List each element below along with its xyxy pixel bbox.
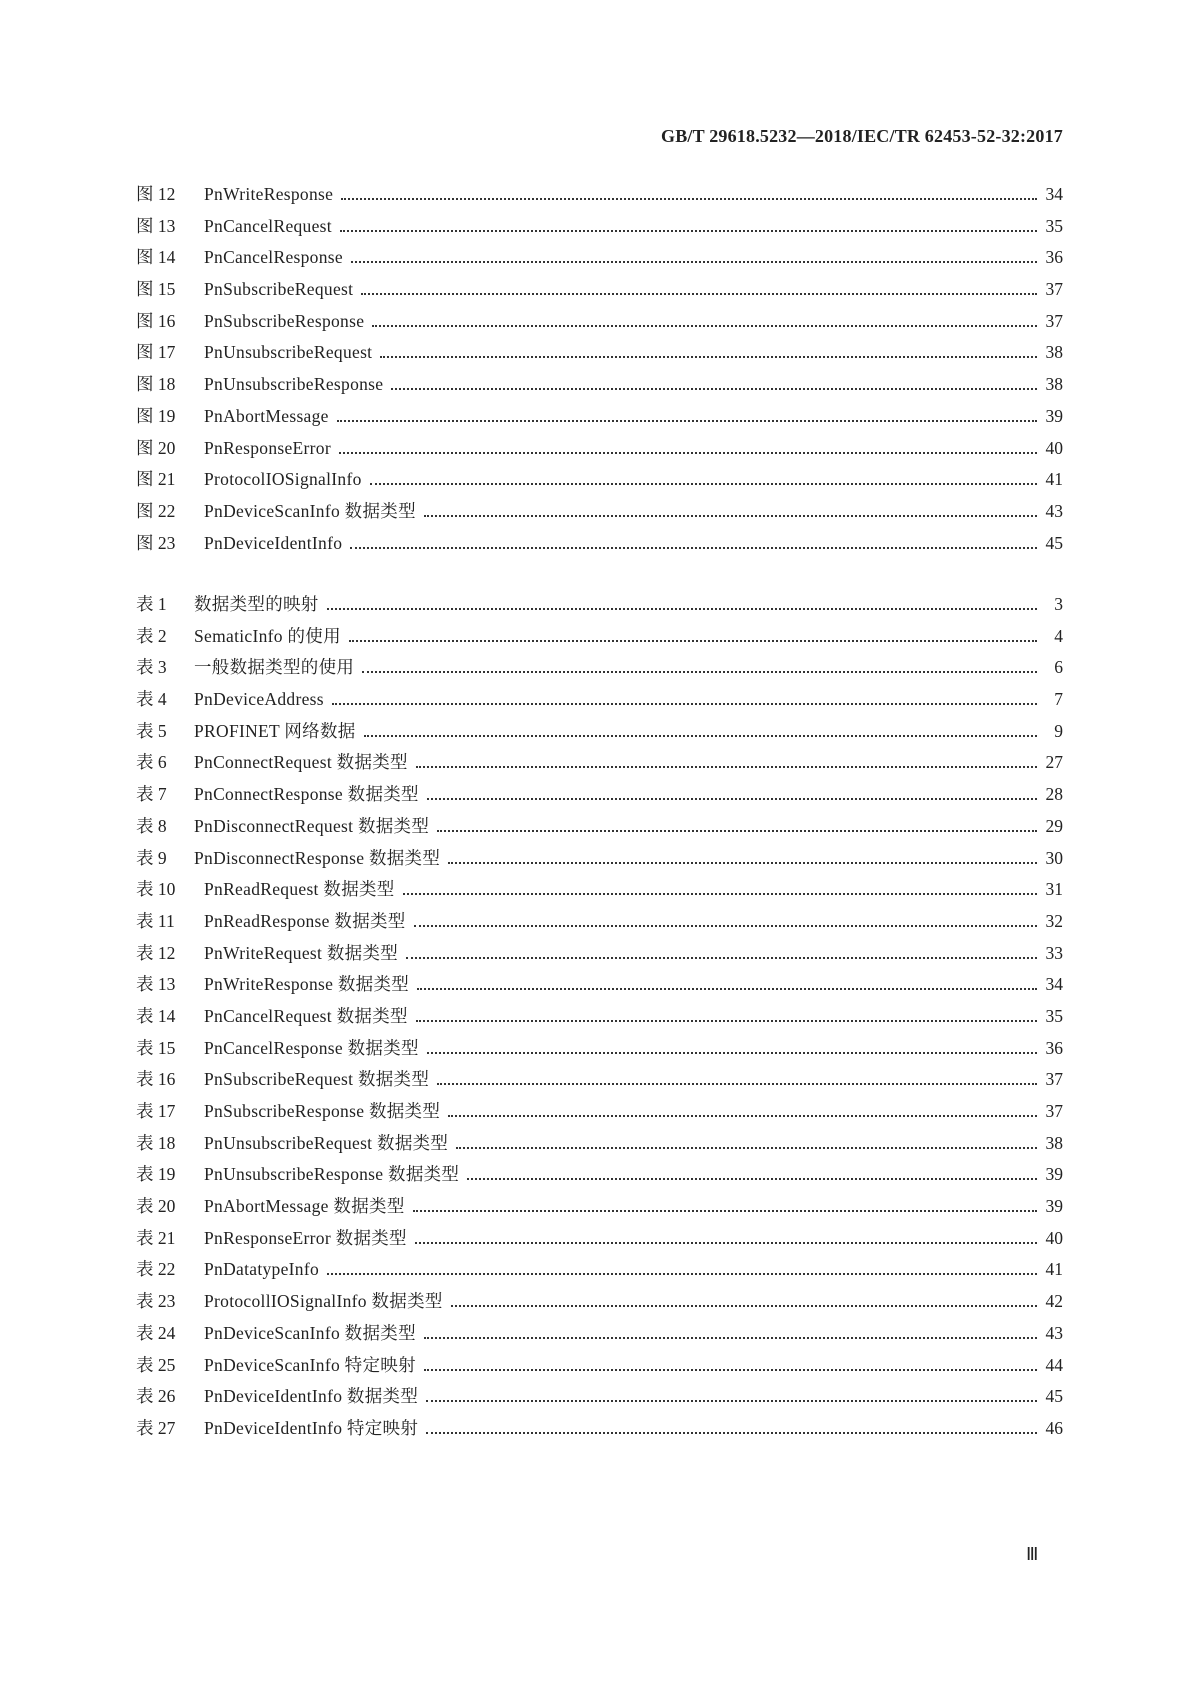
entry-page: 33 [1045, 942, 1063, 963]
table-entry[interactable] [136, 718, 1063, 750]
entry-title: PnDisconnectRequest 数据类型 [194, 815, 430, 836]
entry-label: 表 7 [136, 784, 167, 805]
table-entry[interactable] [136, 1130, 1063, 1162]
table-entry[interactable] [136, 1256, 1063, 1288]
entry-title: PnDeviceScanInfo 数据类型 [204, 1322, 416, 1343]
entry-title: PnResponseError 数据类型 [204, 1227, 407, 1248]
entry-title: SematicInfo 的使用 [194, 625, 341, 646]
entry-page: 37 [1045, 1101, 1063, 1121]
entry-page: 34 [1045, 184, 1063, 204]
entry-label: 表 2 [136, 625, 167, 646]
entry-page: 41 [1045, 1259, 1063, 1280]
dot-leader [437, 1083, 1037, 1085]
entry-title: ProtocollIOSignalInfo 数据类型 [204, 1291, 443, 1312]
entry-label: 表 5 [136, 720, 167, 741]
table-entry[interactable] [136, 1098, 1063, 1130]
dot-leader [364, 735, 1037, 737]
entry-title: PnWriteRequest 数据类型 [204, 942, 399, 963]
entry-page: 43 [1045, 1322, 1063, 1343]
page-number: Ⅲ [1026, 1544, 1039, 1564]
entry-label: 图 21 [136, 469, 176, 490]
dot-leader [415, 1242, 1037, 1244]
entry-title: PnDatatypeInfo [204, 1259, 320, 1280]
table-entry[interactable] [136, 686, 1063, 718]
entry-page: 36 [1045, 247, 1063, 268]
entry-label: 表 27 [136, 1417, 176, 1438]
entry-label: 图 14 [136, 247, 176, 268]
entry-page: 39 [1045, 1164, 1063, 1185]
dot-leader [448, 1115, 1037, 1117]
entry-label: 表 23 [136, 1291, 176, 1312]
figure-entry[interactable] [136, 466, 1063, 498]
entry-label: 表 4 [136, 689, 167, 710]
figure-entry[interactable] [136, 339, 1063, 371]
entry-title: PnCancelResponse 数据类型 [204, 1037, 419, 1058]
dot-leader [427, 798, 1037, 800]
entry-page: 35 [1045, 1005, 1063, 1026]
table-entry[interactable] [136, 1066, 1063, 1098]
table-entry[interactable] [136, 1320, 1063, 1352]
entry-page: 28 [1045, 784, 1063, 805]
figure-entry[interactable] [136, 213, 1063, 245]
figure-entry[interactable] [136, 308, 1063, 340]
entry-page: 43 [1045, 500, 1063, 521]
dot-leader [327, 608, 1037, 610]
figure-entry[interactable] [136, 276, 1063, 308]
table-entry[interactable] [136, 1383, 1063, 1415]
entry-label: 表 18 [136, 1132, 176, 1153]
table-entry[interactable] [136, 1035, 1063, 1067]
entry-title: 数据类型的映射 [194, 594, 319, 614]
entry-title: PROFINET 网络数据 [194, 720, 356, 741]
entry-page: 38 [1045, 1132, 1063, 1153]
entry-label: 图 19 [136, 405, 176, 426]
dot-leader [414, 925, 1037, 927]
entry-page: 37 [1045, 310, 1063, 331]
table-entry[interactable] [136, 813, 1063, 845]
entry-title: PnSubscribeRequest [204, 279, 354, 300]
entry-page: 46 [1045, 1417, 1063, 1438]
entry-label: 表 26 [136, 1386, 176, 1407]
entry-label: 图 17 [136, 342, 176, 363]
entry-title: ProtocolIOSignalInfo [204, 469, 362, 490]
entry-label: 表 13 [136, 974, 176, 995]
entry-page: 41 [1045, 469, 1063, 490]
entry-title: PnUnsubscribeRequest [204, 342, 373, 363]
entry-title: PnSubscribeRequest 数据类型 [204, 1069, 430, 1090]
entry-page: 29 [1045, 815, 1063, 836]
table-entry[interactable] [136, 1352, 1063, 1384]
entry-label: 表 19 [136, 1164, 176, 1185]
dot-leader [467, 1178, 1037, 1180]
entry-title: PnConnectRequest 数据类型 [194, 752, 408, 773]
entry-label: 图 22 [136, 500, 176, 521]
table-entry[interactable] [136, 876, 1063, 908]
dot-leader [380, 356, 1037, 358]
entry-title: PnWriteResponse 数据类型 [204, 974, 410, 995]
entry-title: PnCancelRequest [204, 215, 332, 236]
entry-title: PnUnsubscribeResponse [204, 374, 384, 395]
dot-leader [362, 671, 1037, 673]
entry-title: PnConnectResponse 数据类型 [194, 784, 419, 805]
entry-label: 表 6 [136, 752, 167, 773]
entry-title: 一般数据类型的使用 [194, 657, 355, 678]
entry-title: PnWriteResponse [204, 184, 334, 204]
entry-label: 表 3 [136, 657, 167, 678]
entry-label: 表 22 [136, 1259, 176, 1280]
entry-page: 45 [1045, 532, 1063, 553]
dot-leader [417, 988, 1037, 990]
table-entry[interactable] [136, 591, 1063, 623]
dot-leader [361, 293, 1037, 295]
figure-list [136, 181, 1063, 561]
entry-page: 9 [1054, 720, 1063, 741]
dot-leader [327, 1273, 1037, 1275]
entry-title: PnUnsubscribeResponse 数据类型 [204, 1164, 460, 1185]
table-entry[interactable] [136, 845, 1063, 877]
dot-leader [341, 198, 1037, 200]
dot-leader [424, 1337, 1037, 1339]
table-entry[interactable] [136, 971, 1063, 1003]
table-entry[interactable] [136, 781, 1063, 813]
entry-label: 表 15 [136, 1037, 176, 1058]
entry-label: 图 20 [136, 437, 176, 458]
entry-page: 39 [1045, 405, 1063, 426]
entry-label: 表 25 [136, 1354, 176, 1375]
entry-title: PnUnsubscribeRequest 数据类型 [204, 1132, 449, 1153]
entry-title: PnSubscribeResponse [204, 310, 365, 331]
entry-label: 表 11 [136, 910, 175, 931]
entry-page: 37 [1045, 279, 1063, 300]
entry-label: 表 20 [136, 1196, 176, 1217]
entry-label: 表 21 [136, 1227, 176, 1248]
document-code-header: GB/T 29618.5232—2018/IEC/TR 62453-52-32:2017 [661, 126, 1063, 146]
entry-page: 38 [1045, 374, 1063, 395]
dot-leader [437, 830, 1037, 832]
dot-leader [451, 1305, 1037, 1307]
table-entry[interactable] [136, 1161, 1063, 1193]
entry-label: 表 12 [136, 942, 176, 963]
dot-leader [413, 1210, 1037, 1212]
entry-title: PnDisconnectResponse 数据类型 [194, 847, 441, 868]
entry-page: 34 [1045, 974, 1063, 995]
figure-entry[interactable] [136, 371, 1063, 403]
entry-page: 4 [1054, 625, 1063, 646]
dot-leader [426, 1400, 1037, 1402]
dot-leader [349, 640, 1037, 642]
dot-leader [416, 1020, 1037, 1022]
table-entry[interactable] [136, 1193, 1063, 1225]
dot-leader [332, 703, 1037, 705]
entry-page: 7 [1054, 689, 1063, 710]
entry-title: PnDeviceAddress [194, 689, 324, 710]
entry-title: PnResponseError [204, 437, 331, 458]
entry-title: PnAbortMessage 数据类型 [204, 1196, 405, 1217]
entry-title: PnDeviceIdentInfo [204, 532, 343, 553]
entry-page: 31 [1045, 879, 1063, 900]
entry-title: PnCancelResponse [204, 247, 343, 268]
entry-label: 图 13 [136, 215, 176, 236]
table-entry[interactable] [136, 1288, 1063, 1320]
dot-leader [424, 515, 1037, 517]
entry-title: PnSubscribeResponse 数据类型 [204, 1101, 441, 1121]
entry-page: 32 [1045, 910, 1063, 931]
entry-page: 27 [1045, 752, 1063, 773]
entry-page: 40 [1045, 437, 1063, 458]
dot-leader [416, 766, 1037, 768]
dot-leader [426, 1432, 1037, 1434]
entry-title: PnReadRequest 数据类型 [204, 879, 395, 900]
entry-label: 表 17 [136, 1101, 176, 1121]
entry-title: PnDeviceScanInfo 特定映射 [204, 1354, 416, 1375]
table-entry[interactable] [136, 749, 1063, 781]
entry-page: 45 [1045, 1386, 1063, 1407]
entry-page: 37 [1045, 1069, 1063, 1090]
figure-entry[interactable] [136, 244, 1063, 276]
entry-page: 35 [1045, 215, 1063, 236]
table-list [136, 591, 1063, 1447]
table-entry[interactable] [136, 654, 1063, 686]
dot-leader [448, 862, 1037, 864]
entry-label: 表 10 [136, 879, 176, 900]
dot-leader [337, 420, 1037, 422]
entry-title: PnDeviceScanInfo 数据类型 [204, 500, 416, 521]
entry-page: 36 [1045, 1037, 1063, 1058]
entry-label: 图 16 [136, 310, 176, 331]
figure-entry[interactable] [136, 498, 1063, 530]
dot-leader [427, 1052, 1037, 1054]
entry-label: 表 24 [136, 1322, 176, 1343]
dot-leader [406, 957, 1037, 959]
entry-page: 3 [1054, 594, 1063, 614]
dot-leader [391, 388, 1037, 390]
entry-title: PnReadResponse 数据类型 [204, 910, 406, 931]
entry-label: 图 18 [136, 374, 176, 395]
entry-page: 38 [1045, 342, 1063, 363]
entry-page: 30 [1045, 847, 1063, 868]
figure-entry[interactable] [136, 403, 1063, 435]
entry-title: PnCancelRequest 数据类型 [204, 1005, 408, 1026]
figure-entry[interactable] [136, 181, 1063, 213]
entry-label: 表 16 [136, 1069, 176, 1090]
dot-leader [424, 1369, 1037, 1371]
dot-leader [403, 893, 1037, 895]
entry-title: PnDeviceIdentInfo 数据类型 [204, 1386, 419, 1407]
entry-label: 表 9 [136, 847, 167, 868]
entry-page: 39 [1045, 1196, 1063, 1217]
entry-page: 40 [1045, 1227, 1063, 1248]
figure-entry[interactable] [136, 435, 1063, 467]
table-entry[interactable] [136, 940, 1063, 972]
entry-page: 42 [1045, 1291, 1063, 1312]
dot-leader [370, 483, 1037, 485]
dot-leader [351, 261, 1037, 263]
dot-leader [350, 547, 1037, 549]
table-entry[interactable] [136, 623, 1063, 655]
dot-leader [456, 1147, 1037, 1149]
table-entry[interactable] [136, 908, 1063, 940]
entry-label: 图 23 [136, 532, 176, 553]
entry-label: 表 14 [136, 1005, 176, 1026]
entry-label: 表 1 [136, 594, 167, 614]
figure-entry[interactable] [136, 530, 1063, 562]
entry-page: 44 [1045, 1354, 1063, 1375]
table-entry[interactable] [136, 1003, 1063, 1035]
entry-label: 图 12 [136, 184, 176, 204]
entry-title: PnDeviceIdentInfo 特定映射 [204, 1417, 419, 1438]
table-entry[interactable] [136, 1415, 1063, 1447]
entry-label: 图 15 [136, 279, 176, 300]
entry-title: PnAbortMessage [204, 405, 329, 426]
entry-page: 6 [1054, 657, 1063, 678]
table-entry[interactable] [136, 1225, 1063, 1257]
dot-leader [340, 230, 1037, 232]
dot-leader [372, 325, 1037, 327]
entry-label: 表 8 [136, 815, 167, 836]
dot-leader [339, 452, 1037, 454]
